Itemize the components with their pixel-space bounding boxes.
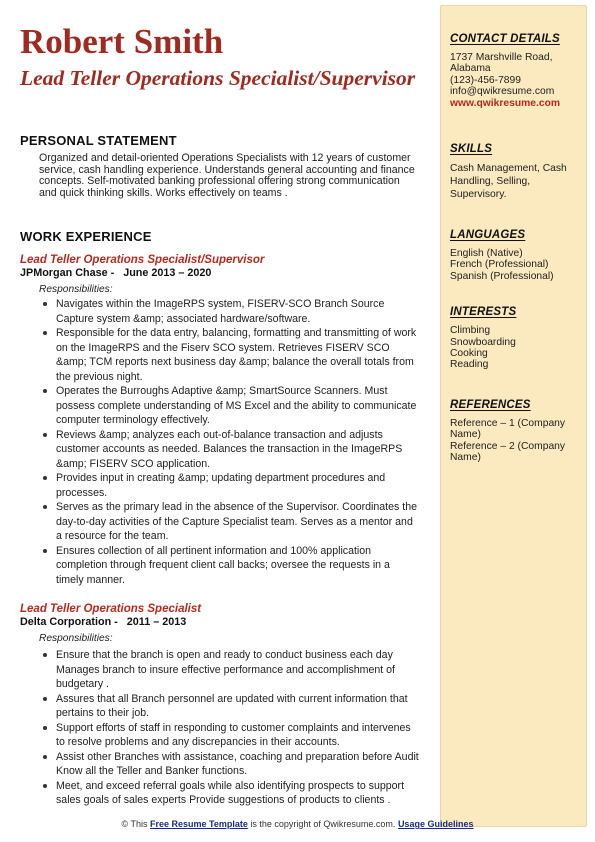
languages-section xyxy=(450,229,577,282)
contact-website-link[interactable]: www.qwikresume.com xyxy=(450,97,561,109)
list-item: Meet, and exceed referral goals while also identifying prospects to support sales goals of sales experts Provide suggestions of products to clients . xyxy=(56,779,420,808)
candidate-headline: Lead Teller Operations Specialist/Supervisor xyxy=(20,66,416,90)
responsibilities-label: Responsibilities: xyxy=(39,284,113,295)
footer-middle: is the copyright of Qwikresume.com. xyxy=(247,819,398,829)
job-responsibilities-list xyxy=(56,297,420,587)
references-heading: REFERENCES xyxy=(450,398,531,411)
reference-item: Reference – 1 (Company Name) xyxy=(450,417,566,441)
contact-email[interactable]: info@qwikresume.com xyxy=(450,86,555,98)
list-item: Reviews &amp; analyzes each out-of-balance transaction and adjusts customer accounts as needed. Balances the transaction in the ImageRPS &amp; FISERV SCO application. xyxy=(56,428,420,472)
job-company-dates: JPMorgan Chase - June 2013 – 2020 xyxy=(20,267,212,279)
contact-phone[interactable]: (123)-456-7899 xyxy=(450,74,521,86)
list-item: Support efforts of staff in responding to customer complaints and intervenes to resolve problems and any discrepancies in their accounts. xyxy=(56,721,420,750)
list-item: Provides input in creating &amp; updating department procedures and processes. xyxy=(56,471,420,500)
list-item: Ensure that the branch is open and ready to conduct business each day Manages branch to insure effective performance and accomplishment of budgetary . xyxy=(56,648,420,692)
interests-heading: INTERESTS xyxy=(450,306,517,319)
skills-text: Cash Management, Cash Handling, Selling, Supervisory. xyxy=(450,163,567,201)
job-title: Lead Teller Operations Specialist/Supervisor xyxy=(20,254,265,266)
footer xyxy=(0,819,595,829)
work-experience-heading: WORK EXPERIENCE xyxy=(20,229,152,244)
usage-guidelines-link[interactable]: Usage Guidelines xyxy=(397,819,474,829)
personal-statement-heading: PERSONAL STATEMENT xyxy=(20,133,177,148)
personal-statement-text: Organized and detail-oriented Operations Specialists with 12 years of customer service, cash handling experience. Understands general accounting and finance concepts. Self-motivated banking professional offering strong communication and quick thinking skills. Works effectively on teams . xyxy=(39,152,415,199)
footer-prefix: © This xyxy=(121,819,150,829)
sidebar xyxy=(440,5,587,827)
list-item: Ensures collection of all pertinent information and 100% application completion through frequent client call backs; oversee the requests in a timely manner. xyxy=(56,544,420,588)
language-item: Spanish (Professional) xyxy=(450,270,554,282)
interest-item: Reading xyxy=(450,359,489,371)
job-title: Lead Teller Operations Specialist xyxy=(20,603,202,615)
skills-heading: SKILLS xyxy=(450,143,493,156)
interest-item: Climbing xyxy=(450,325,491,337)
contact-heading: CONTACT DETAILS xyxy=(450,33,560,45)
job-responsibilities-list xyxy=(56,648,420,808)
free-resume-template-link[interactable]: Free Resume Template xyxy=(150,819,248,829)
list-item: Assist other Branches with assistance, coaching and preparation before Audit Know all the Teller and Banker functions. xyxy=(56,750,419,777)
candidate-name: Robert Smith xyxy=(20,22,224,61)
list-item: Operates the Burroughs Adaptive &amp; SmartSource Scanners. Must possess complete understanding of MS Excel and the ability to communicate computer terminology effectively. xyxy=(56,384,420,428)
responsibilities-label: Responsibilities: xyxy=(39,633,113,644)
reference-item: Reference – 2 (Company Name) xyxy=(450,440,566,464)
job-company-dates: Delta Corporation - 2011 – 2013 xyxy=(20,616,187,628)
interest-item: Snowboarding xyxy=(450,336,516,348)
list-item: Serves as the primary lead in the absence of the Supervisor. Coordinates the day-to-day activities of the Capture Specialist team. Serves as a mentor and a resource for the team. xyxy=(56,500,420,544)
language-item: English (Native) xyxy=(450,248,523,260)
interest-item: Cooking xyxy=(450,348,488,360)
references-section xyxy=(450,399,577,464)
list-item: Responsible for the data entry, balancing, formatting and transmitting of work on the ImageRPS and the Fiserv SCO system. Retrieves FISERV SCO &amp; TCM reports next business day &amp; balance the overall totals from the previous night. xyxy=(56,326,420,384)
contact-address: 1737 Marshville Road, Alabama xyxy=(450,52,553,75)
list-item: Assures that all Branch personnel are updated with current information that pertains to their job. xyxy=(56,692,420,721)
skills-section xyxy=(450,143,577,201)
contact-section xyxy=(450,33,577,109)
language-item: French (Professional) xyxy=(450,259,549,271)
list-item: Navigates within the ImageRPS system, FISERV-SCO Branch Source Capture system &amp; associated hardware/software. xyxy=(56,297,420,326)
languages-heading: LANGUAGES xyxy=(450,229,526,242)
interests-section xyxy=(450,306,577,371)
